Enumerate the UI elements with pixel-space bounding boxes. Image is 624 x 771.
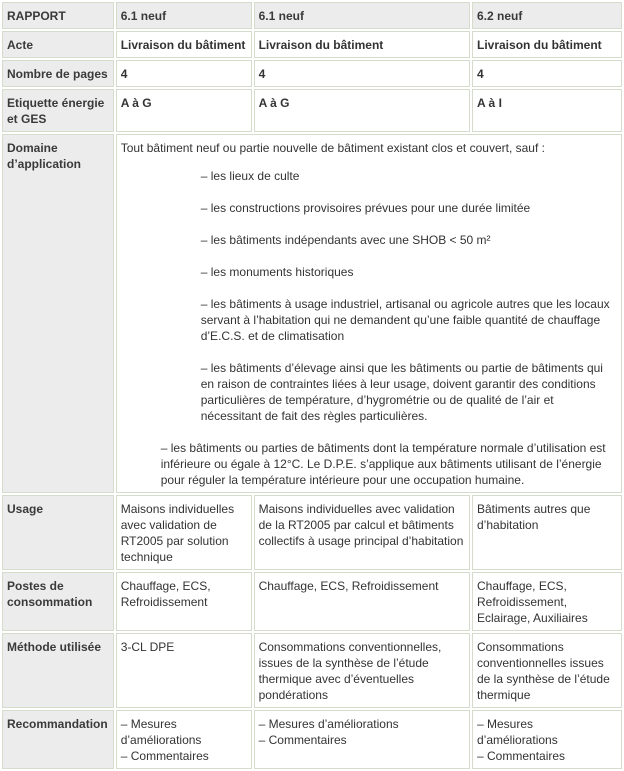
etiquette-cell-1: A à G [116, 89, 252, 132]
domaine-item-5: – les bâtiments à usage industriel, artisanal ou agricole autres que les locaux servant à l’habitation qui ne demandent qu’une faible quantité de chauffage d’E.C.S. et de climatisation [200, 297, 610, 343]
usage-cell-1: Maisons individuelles avec validation de RT2005 par solution technique [116, 495, 252, 570]
etiquette-cell-3: A à I [472, 89, 622, 132]
recommandation-3-item-2: – Commentaires [477, 749, 566, 763]
domaine-item-3: – les bâtiments indépendants avec une SHOB < 50 m² [200, 233, 491, 247]
usage-cell-3: Bâtiments autres que d’habitation [472, 495, 622, 570]
methode-cell-2: Consommations conventionnelles, issues de la synthèse de l’étude thermique avec d’éventuelles pondérations [254, 633, 470, 708]
acte-cell-1: Livraison du bâtiment [116, 31, 252, 58]
pages-cell-1: 4 [116, 60, 252, 87]
table-row-usage [2, 495, 622, 570]
acte-cell-2: Livraison du bâtiment [254, 31, 470, 58]
row-label-recommandation: Recommandation [2, 710, 114, 769]
acte-cell-3: Livraison du bâtiment [472, 31, 622, 58]
recommandation-2-item-1: – Mesures d’améliorations [258, 717, 399, 731]
table-row-acte [2, 31, 622, 58]
table-row-etiquette [2, 89, 622, 132]
pages-cell-2: 4 [254, 60, 470, 87]
recommandation-2-item-2: – Commentaires [258, 733, 347, 747]
domaine-item-1: – les lieux de culte [200, 169, 300, 183]
domaine-item-2: – les constructions provisoires prévues pour une durée limitée [200, 201, 531, 215]
recommandation-1-item-1: – Mesures d’améliorations [120, 717, 202, 747]
methode-cell-3: Consommations conventionnelles issues de la synthèse de l’étude thermique [472, 633, 622, 708]
row-label-postes: Postes de consommation [2, 572, 114, 631]
recommandation-cell-1 [116, 710, 252, 769]
row-label-pages: Nombre de pages [2, 60, 114, 87]
domaine-cell [116, 134, 622, 493]
row-label-etiquette: Etiquette énergie et GES [2, 89, 114, 132]
col-header-2: 6.1 neuf [254, 2, 470, 29]
recommandation-3-item-1: – Mesures d’améliorations [477, 717, 558, 747]
table-row-methode [2, 633, 622, 708]
col-header-3: 6.2 neuf [472, 2, 622, 29]
domaine-last: – les bâtiments ou parties de bâtiments dont la température normale d’utilisation est inférieure ou égale à 12°C. Le D.P.E. s’applique aux bâtiments utilisant de l’énergie pour réguler la température intérieure pour une occupation humaine. [160, 441, 606, 487]
postes-cell-1: Chauffage, ECS, Refroidissement [116, 572, 252, 631]
row-label-rapport: RAPPORT [2, 2, 114, 29]
row-label-methode: Méthode utilisée [2, 633, 114, 708]
domaine-item-4: – les monuments historiques [200, 265, 354, 279]
row-label-domaine: Domaine d’application [2, 134, 114, 493]
domaine-intro: Tout bâtiment neuf ou partie nouvelle de bâtiment existant clos et couvert, sauf : [120, 141, 545, 155]
postes-cell-3: Chauffage, ECS, Refroidissement, Eclairage, Auxiliaires [472, 572, 622, 631]
table-row-recommandation [2, 710, 622, 769]
recommandation-cell-3 [472, 710, 622, 769]
table-row-domaine [2, 134, 622, 493]
usage-cell-2: Maisons individuelles avec validation de la RT2005 par calcul et bâtiments collectifs à usage principal d’habitation [254, 495, 470, 570]
etiquette-cell-2: A à G [254, 89, 470, 132]
recommandation-1-item-2: – Commentaires [120, 749, 209, 763]
row-label-usage: Usage [2, 495, 114, 570]
table-row-rapport [2, 2, 622, 29]
col-header-1: 6.1 neuf [116, 2, 252, 29]
row-label-acte: Acte [2, 31, 114, 58]
pages-cell-3: 4 [472, 60, 622, 87]
table-row-postes [2, 572, 622, 631]
domaine-item-6: – les bâtiments d’élevage ainsi que les bâtiments ou partie de bâtiments qui en raison de contraintes liées à leur usage, doivent garantir des conditions particulières de température, d’hygrométrie ou de qualité de l’air et nécessitant de fait des règles particulières. [200, 361, 603, 423]
recommandation-cell-2 [254, 710, 470, 769]
methode-cell-1: 3-CL DPE [116, 633, 252, 708]
postes-cell-2: Chauffage, ECS, Refroidissement [254, 572, 470, 631]
table-row-pages [2, 60, 622, 87]
